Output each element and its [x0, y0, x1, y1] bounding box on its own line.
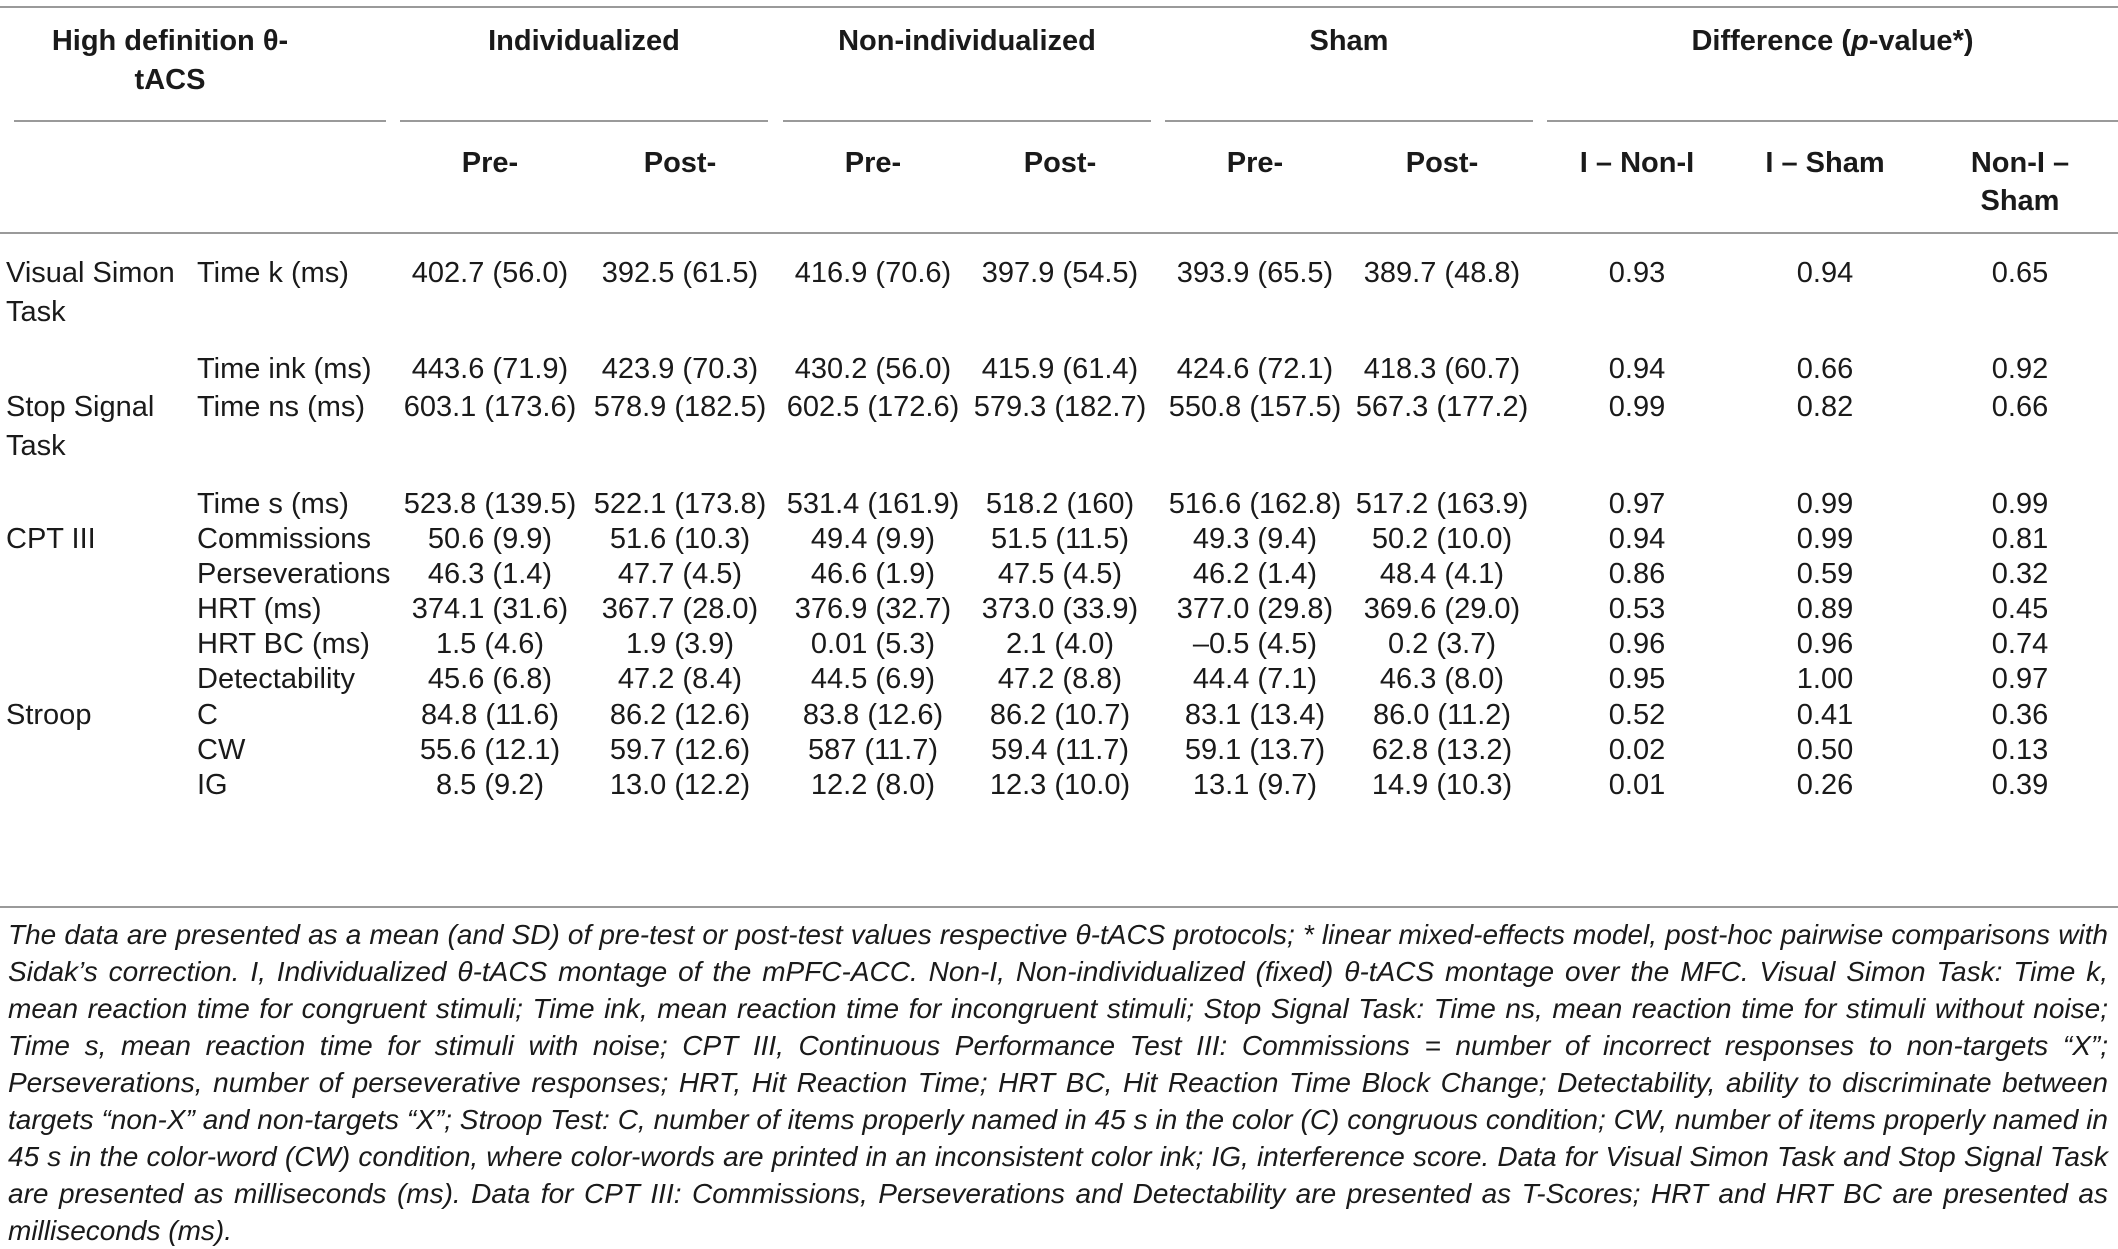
- table-cell: 49.3 (9.4): [1192, 523, 1318, 555]
- table-cell: 0.36: [1991, 699, 2049, 731]
- table-cell: 393.9 (65.5): [1176, 257, 1334, 289]
- table-cell: 51.6 (10.3): [609, 523, 751, 555]
- table-cell: 1.9 (3.9): [626, 628, 734, 660]
- row-measure-label: HRT (ms): [197, 593, 322, 625]
- table-cell: 0.01 (5.3): [810, 628, 936, 660]
- row-measure-label: Commissions: [197, 523, 372, 555]
- table-cell: 46.2 (1.4): [1192, 558, 1318, 590]
- table-cell: 47.7 (4.5): [617, 558, 743, 590]
- table-cell: 518.2 (160): [985, 488, 1135, 520]
- table-cell: 1.00: [1796, 663, 1854, 695]
- header-individualized: Individualized: [488, 25, 680, 57]
- table-cell: 0.01: [1608, 769, 1666, 801]
- table-cell: 0.45: [1991, 593, 2049, 625]
- header-rule-individualized: [400, 120, 768, 122]
- row-measure-label: Detectability: [197, 663, 355, 695]
- table-cell: 0.96: [1796, 628, 1854, 660]
- table-cell: 415.9 (61.4): [981, 353, 1139, 385]
- table-cell: 46.3 (1.4): [427, 558, 553, 590]
- table-cell: 0.66: [1991, 391, 2049, 423]
- row-measure-label: HRT BC (ms): [197, 628, 370, 660]
- table-cell: 0.82: [1796, 391, 1854, 423]
- table-cell: 0.93: [1608, 257, 1666, 289]
- table-cell: 373.0 (33.9): [981, 593, 1139, 625]
- table-cell: 12.2 (8.0): [810, 769, 936, 801]
- subheader-i-nonI: I – Non-I: [1579, 147, 1695, 179]
- row-measure-label: Time ink (ms): [197, 353, 372, 385]
- table-cell: 531.4 (161.9): [786, 488, 960, 520]
- table-cell: 0.97: [1991, 663, 2049, 695]
- table-cell: 377.0 (29.8): [1176, 593, 1334, 625]
- row-task-label: Stroop: [6, 699, 92, 731]
- subheader-ind-post: Post-: [643, 147, 717, 179]
- table-cell: 603.1 (173.6): [403, 391, 577, 423]
- row-measure-label: Time s (ms): [197, 488, 349, 520]
- table-cell: 0.26: [1796, 769, 1854, 801]
- header-high-definition: High definition θ-tACS: [51, 25, 289, 96]
- table-cell: 62.8 (13.2): [1371, 734, 1513, 766]
- table-cell: 0.94: [1608, 353, 1666, 385]
- table-cell: 369.6 (29.0): [1363, 593, 1521, 625]
- table-cell: 13.1 (9.7): [1192, 769, 1318, 801]
- header-difference: Difference (p-value*): [1691, 25, 1974, 57]
- table-cell: 55.6 (12.1): [419, 734, 561, 766]
- table-cell: –0.5 (4.5): [1192, 628, 1318, 660]
- row-measure-label: CW: [197, 734, 246, 766]
- row-measure-label: C: [197, 699, 218, 731]
- table-cell: 0.65: [1991, 257, 2049, 289]
- table-cell: 47.5 (4.5): [997, 558, 1123, 590]
- table-cell: 0.99: [1608, 391, 1666, 423]
- table-cell: 44.5 (6.9): [810, 663, 936, 695]
- table-cell: 47.2 (8.4): [617, 663, 743, 695]
- table-cell: 47.2 (8.8): [997, 663, 1123, 695]
- table-cell: 550.8 (157.5): [1168, 391, 1342, 423]
- table-cell: 0.74: [1991, 628, 2049, 660]
- table-cell: 59.4 (11.7): [990, 734, 1130, 766]
- table-cell: 0.50: [1796, 734, 1854, 766]
- subheader-sham-post: Post-: [1405, 147, 1479, 179]
- table-cell: 367.7 (28.0): [601, 593, 759, 625]
- table-cell: 46.3 (8.0): [1379, 663, 1505, 695]
- table-cell: 50.6 (9.9): [427, 523, 553, 555]
- row-measure-label: Time k (ms): [197, 257, 349, 289]
- header-rule-non-individualized: [783, 120, 1151, 122]
- table-cell: 0.99: [1796, 488, 1854, 520]
- table-cell: 2.1 (4.0): [1006, 628, 1114, 660]
- header-bottom-rule: [0, 232, 2118, 234]
- table-cell: 587 (11.7): [807, 734, 939, 766]
- row-measure-label: Time ns (ms): [197, 391, 366, 423]
- table-cell: 523.8 (139.5): [403, 488, 577, 520]
- table-cell: 46.6 (1.9): [810, 558, 936, 590]
- table-cell: 578.9 (182.5): [593, 391, 767, 423]
- table-cell: 59.7 (12.6): [609, 734, 751, 766]
- table-cell: 0.99: [1991, 488, 2049, 520]
- table-bottom-rule: [0, 906, 2118, 908]
- table-footnote: The data are presented as a mean (and SD) of pre-test or post-test values respective θ-tACS protocols; * linear mixed-effects model, post-hoc pairwise comparisons with Sidak’s correction. I, Individualized θ-tACS montage of the mPFC-ACC. Non-I, Non-individualized (fixed) θ-tACS montage over the MFC. Visual Simon Task: Time k, mean reaction time for congruent stimuli; Time ink, mean reaction time for incongruent stimuli; Stop Signal Task: Time ns, mean reaction time for stimuli without noise; Time s, mean reaction time for stimuli with noise; CPT III, Continuous Performance Test III: Commissions = number of incorrect responses to non-targets “X”; Perseverations, number of perseverative responses; HRT, Hit Reaction Time; HRT BC, Hit Reaction Time Block Change; Detectability, ability to discriminate between targets “non-X” and non-targets “X”; Stroop Test: C, number of items properly named in 45 s in the color (C) congruous condition; CW, number of items properly named in 45 s in the color-word (CW) condition, where color-words are printed in an inconsistent color ink; IG, interference score. Data for Visual Simon Task and Stop Signal Task are presented as milliseconds (ms). Data for CPT III: Commissions, Perseverations and Detectability are presented as T-Scores; HRT and HRT BC are presented as milliseconds (ms).: [8, 919, 2108, 1246]
- table-cell: 59.1 (13.7): [1184, 734, 1326, 766]
- table-cell: 0.59: [1796, 558, 1854, 590]
- table-cell: 397.9 (54.5): [981, 257, 1139, 289]
- table-cell: 0.92: [1991, 353, 2049, 385]
- table-cell: 83.8 (12.6): [802, 699, 944, 731]
- row-measure-label: IG: [197, 769, 228, 801]
- table-cell: 416.9 (70.6): [794, 257, 952, 289]
- table-cell: 12.3 (10.0): [989, 769, 1131, 801]
- header-rule-sham: [1165, 120, 1533, 122]
- subheader-nonind-post: Post-: [1023, 147, 1097, 179]
- row-measure-label: Perseverations: [197, 558, 391, 590]
- table-cell: 50.2 (10.0): [1371, 523, 1513, 555]
- table-cell: 44.4 (7.1): [1192, 663, 1318, 695]
- table-cell: 0.89: [1796, 593, 1854, 625]
- table-cell: 0.95: [1608, 663, 1666, 695]
- table-cell: 86.2 (12.6): [609, 699, 751, 731]
- row-task-label: Stop Signal Task: [6, 391, 155, 462]
- subheader-nonI-sham: Non-I – Sham: [1970, 147, 2070, 217]
- table-cell: 418.3 (60.7): [1363, 353, 1521, 385]
- table-cell: 0.52: [1608, 699, 1666, 731]
- table-cell: 516.6 (162.8): [1168, 488, 1342, 520]
- table-cell: 602.5 (172.6): [786, 391, 960, 423]
- table-cell: 0.53: [1608, 593, 1666, 625]
- table-cell: 0.99: [1796, 523, 1854, 555]
- table-cell: 443.6 (71.9): [411, 353, 569, 385]
- table-cell: 0.39: [1991, 769, 2049, 801]
- table-cell: 0.32: [1991, 558, 2049, 590]
- table-cell: 49.4 (9.9): [810, 523, 936, 555]
- table-cell: 424.6 (72.1): [1176, 353, 1334, 385]
- table-cell: 567.3 (177.2): [1355, 391, 1529, 423]
- table-cell: 0.66: [1796, 353, 1854, 385]
- table-cell: 392.5 (61.5): [601, 257, 759, 289]
- row-task-label: CPT III: [6, 523, 96, 555]
- table-cell: 0.2 (3.7): [1388, 628, 1496, 660]
- table-cell: 13.0 (12.2): [609, 769, 751, 801]
- table-cell: 1.5 (4.6): [436, 628, 544, 660]
- subheader-i-sham: I – Sham: [1765, 147, 1885, 179]
- table-cell: 389.7 (48.8): [1363, 257, 1521, 289]
- table-cell: 517.2 (163.9): [1355, 488, 1529, 520]
- table-cell: 45.6 (6.8): [427, 663, 553, 695]
- table-cell: 83.1 (13.4): [1184, 699, 1326, 731]
- header-rule-col0: [14, 120, 386, 122]
- table-cell: 86.2 (10.7): [989, 699, 1131, 731]
- table-cell: 0.96: [1608, 628, 1666, 660]
- table-cell: 0.86: [1608, 558, 1666, 590]
- table-cell: 0.97: [1608, 488, 1666, 520]
- table-cell: 0.02: [1608, 734, 1666, 766]
- table-cell: 522.1 (173.8): [593, 488, 767, 520]
- subheader-sham-pre: Pre-: [1226, 147, 1284, 179]
- header-sham: Sham: [1309, 25, 1389, 57]
- table-cell: 14.9 (10.3): [1371, 769, 1513, 801]
- table-cell: 430.2 (56.0): [794, 353, 952, 385]
- table-cell: 48.4 (4.1): [1379, 558, 1505, 590]
- subheader-ind-pre: Pre-: [461, 147, 519, 179]
- table-cell: 0.94: [1608, 523, 1666, 555]
- table-cell: 0.94: [1796, 257, 1854, 289]
- table-cell: 402.7 (56.0): [411, 257, 569, 289]
- table-cell: 0.41: [1796, 699, 1854, 731]
- table-cell: 86.0 (11.2): [1372, 699, 1512, 731]
- header-rule-difference: [1547, 120, 2118, 122]
- table-cell: 0.81: [1991, 523, 2049, 555]
- table-cell: 8.5 (9.2): [436, 769, 544, 801]
- row-task-label: Visual Simon Task: [6, 257, 175, 328]
- table-cell: 579.3 (182.7): [973, 391, 1147, 423]
- table-cell: 374.1 (31.6): [411, 593, 569, 625]
- subheader-nonind-pre: Pre-: [844, 147, 902, 179]
- table-cell: 376.9 (32.7): [794, 593, 952, 625]
- header-non-individualized: Non-individualized: [838, 25, 1096, 57]
- table-cell: 423.9 (70.3): [601, 353, 759, 385]
- table-cell: 51.5 (11.5): [990, 523, 1130, 555]
- table-cell: 84.8 (11.6): [420, 699, 560, 731]
- table-cell: 0.13: [1991, 734, 2049, 766]
- table-top-rule: [0, 6, 2118, 8]
